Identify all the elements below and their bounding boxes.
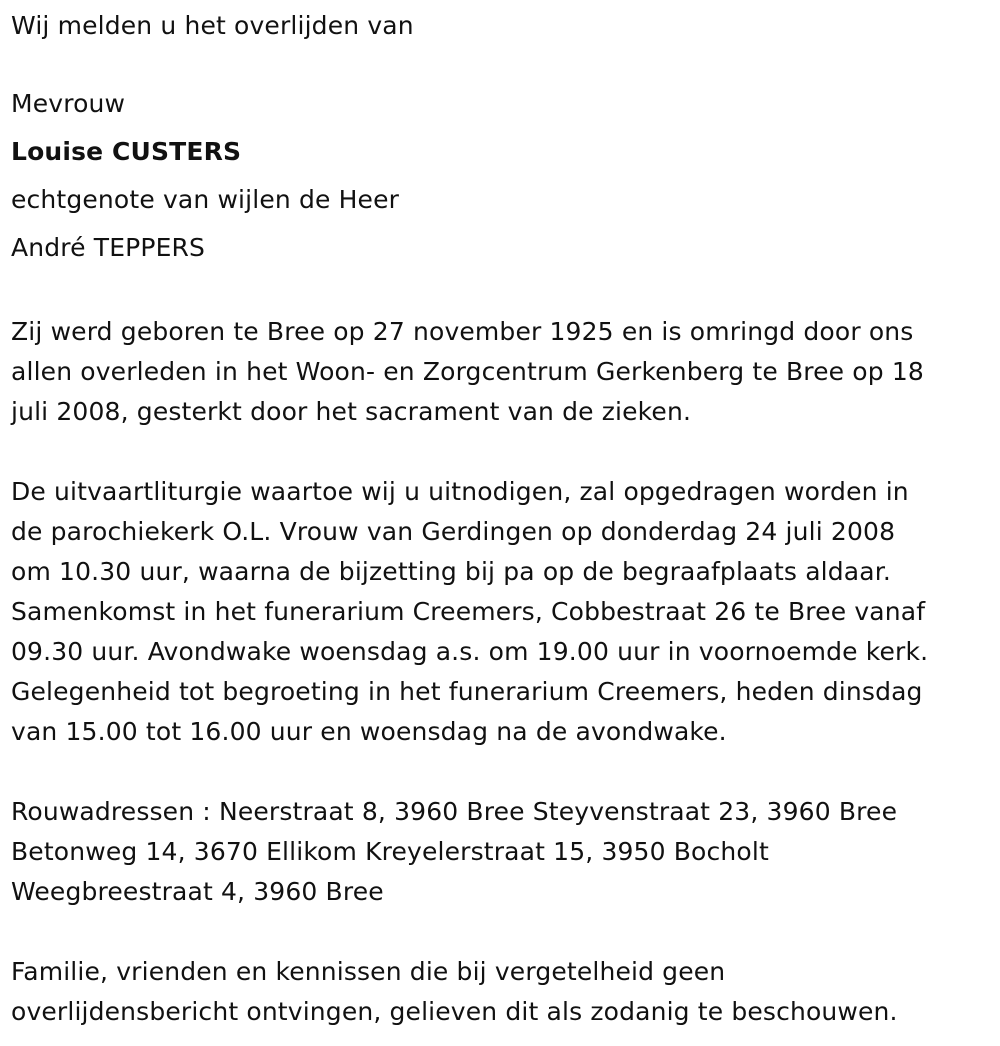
paragraph-line: Betonweg 14, 3670 Ellikom Kreyelerstraat 15, 3950 Bocholt [11,837,769,866]
intro-text: Wij melden u het overlijden van [11,11,414,40]
paragraph-line: van 15.00 tot 16.00 uur en woensdag na de avondwake. [11,717,727,746]
paragraph-line: Zij werd geboren te Bree op 27 november 1925 en is omringd door ons [11,317,914,346]
deceased-relation: echtgenote van wijlen de Heer [11,185,400,214]
paragraph-line: Rouwadressen : Neerstraat 8, 3960 Bree Steyvenstraat 23, 3960 Bree [11,797,898,826]
paragraph-line: Weegbreestraat 4, 3960 Bree [11,877,384,906]
closing-paragraph [11,952,991,1032]
paragraph-line: Samenkomst in het funerarium Creemers, Cobbestraat 26 te Bree vanaf [11,597,926,626]
spouse-name: André TEPPERS [11,233,206,262]
paragraph-line: om 10.30 uur, waarna de bijzetting bij pa op de begraafplaats aldaar. [11,557,891,586]
paragraph-line: allen overleden in het Woon- en Zorgcentrum Gerkenberg te Bree op 18 [11,357,924,386]
paragraph-line: de parochiekerk O.L. Vrouw van Gerdingen op donderdag 24 juli 2008 [11,517,896,546]
addresses-paragraph [11,792,991,912]
deceased-name: Louise CUSTERS [11,137,242,166]
birth-death-paragraph [11,312,991,432]
obituary-notice [11,0,991,1032]
paragraph-line: overlijdensbericht ontvingen, gelieven dit als zodanig te beschouwen. [11,997,898,1026]
paragraph-line: Familie, vrienden en kennissen die bij vergetelheid geen [11,957,726,986]
paragraph-line: juli 2008, gesterkt door het sacrament van de zieken. [11,397,692,426]
funeral-paragraph [11,472,991,752]
paragraph-line: De uitvaartliturgie waartoe wij u uitnodigen, zal opgedragen worden in [11,477,909,506]
deceased-block [11,80,991,272]
paragraph-line: Gelegenheid tot begroeting in het funerarium Creemers, heden dinsdag [11,677,923,706]
deceased-title: Mevrouw [11,89,126,118]
paragraph-line: 09.30 uur. Avondwake woensdag a.s. om 19.00 uur in voornoemde kerk. [11,637,929,666]
